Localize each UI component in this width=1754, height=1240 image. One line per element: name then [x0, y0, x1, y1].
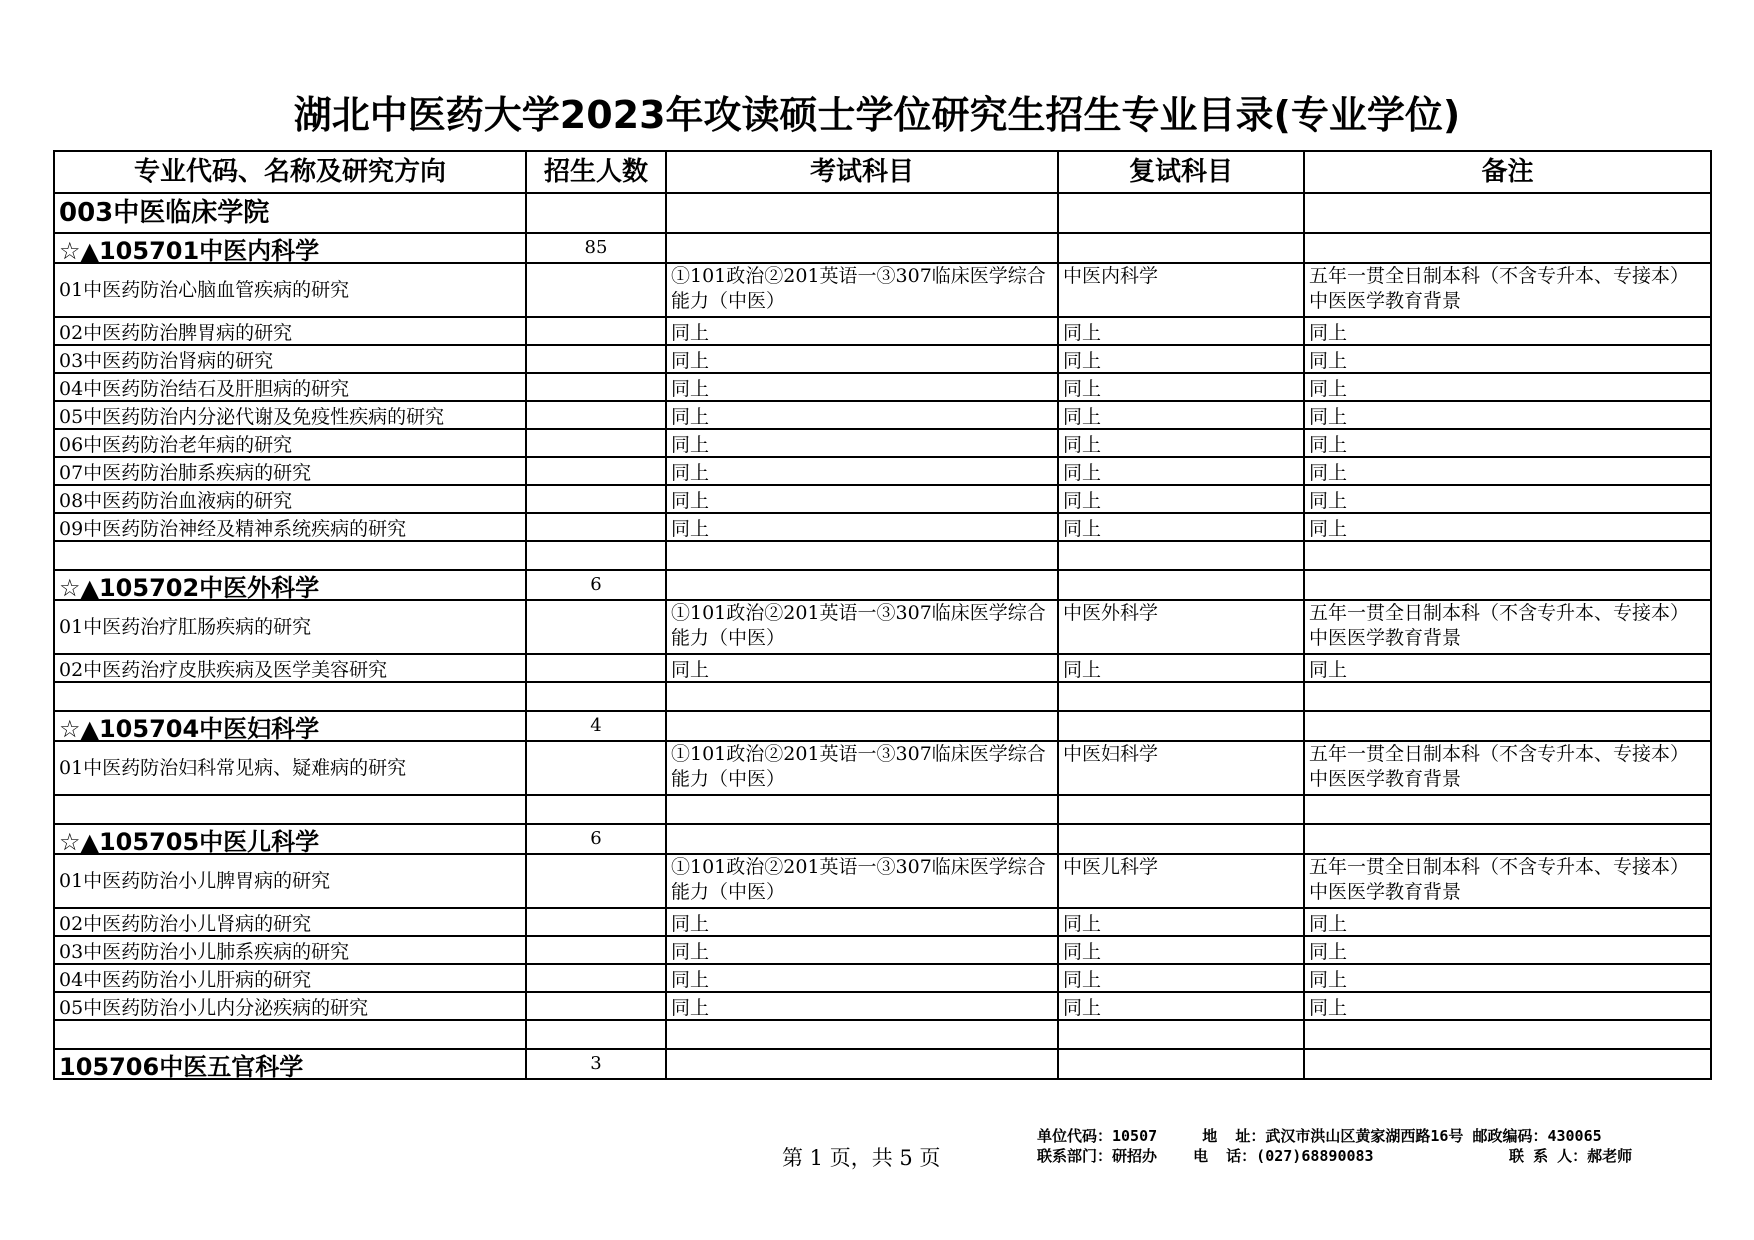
- direction-row: [54, 345, 1711, 373]
- direction-row: [54, 401, 1711, 429]
- major-name: 105706中医五官科学: [54, 1049, 526, 1079]
- note: 五年一贯全日制本科（不含专升本、专接本）中医医学教育背景: [1304, 741, 1711, 795]
- retest-cell: [1058, 1049, 1304, 1079]
- direction-row: [54, 485, 1711, 513]
- direction-row: [54, 600, 1711, 654]
- retest-subject: 同上: [1058, 485, 1304, 513]
- empty-cell: [54, 1020, 526, 1049]
- note-cell: [1304, 824, 1711, 854]
- header-note: 备注: [1304, 151, 1711, 193]
- retest-subject: 同上: [1058, 317, 1304, 345]
- empty-cell: [666, 682, 1058, 711]
- empty-cell: [1058, 795, 1304, 824]
- direction-name: 07中医药防治肺系疾病的研究: [54, 457, 526, 485]
- header-exam: 考试科目: [666, 151, 1058, 193]
- exam-subjects: 同上: [666, 457, 1058, 485]
- count-cell: [526, 741, 666, 795]
- empty-cell: [1304, 795, 1711, 824]
- enrollment-count: 6: [526, 570, 666, 600]
- exam-cell: [666, 570, 1058, 600]
- count-cell: [526, 513, 666, 541]
- empty-cell: [54, 795, 526, 824]
- direction-name: 01中医药治疗肛肠疾病的研究: [54, 600, 526, 654]
- count-cell: [526, 854, 666, 908]
- catalog-table: [53, 150, 1712, 1080]
- count-cell: [526, 600, 666, 654]
- direction-name: 03中医药防治小儿肺系疾病的研究: [54, 936, 526, 964]
- note: 同上: [1304, 654, 1711, 682]
- empty-cell: [54, 541, 526, 570]
- direction-name: 01中医药防治妇科常见病、疑难病的研究: [54, 741, 526, 795]
- direction-name: 05中医药防治内分泌代谢及免疫性疾病的研究: [54, 401, 526, 429]
- empty-cell: [1058, 1020, 1304, 1049]
- note: 同上: [1304, 373, 1711, 401]
- major-name: ☆▲105705中医儿科学: [54, 824, 526, 854]
- exam-cell: [666, 233, 1058, 263]
- empty-cell: [1304, 541, 1711, 570]
- header-major: 专业代码、名称及研究方向: [54, 151, 526, 193]
- direction-name: 05中医药防治小儿内分泌疾病的研究: [54, 992, 526, 1020]
- direction-name: 01中医药防治心脑血管疾病的研究: [54, 263, 526, 317]
- exam-subjects: 同上: [666, 485, 1058, 513]
- exam-cell: [666, 824, 1058, 854]
- note: 同上: [1304, 485, 1711, 513]
- note: 五年一贯全日制本科（不含专升本、专接本）中医医学教育背景: [1304, 263, 1711, 317]
- contact-line-2: 联系部门：研招办 电 话：(027)68890083 联 系 人：郝老师: [1037, 1147, 1633, 1165]
- exam-subjects: ①101政治②201英语一③307临床医学综合能力（中医）: [666, 854, 1058, 908]
- empty-cell: [1304, 682, 1711, 711]
- empty-cell: [1058, 541, 1304, 570]
- retest-cell: [1058, 233, 1304, 263]
- empty-row: [54, 541, 1711, 570]
- major-name: ☆▲105701中医内科学: [54, 233, 526, 263]
- exam-subjects: 同上: [666, 964, 1058, 992]
- direction-name: 04中医药防治小儿肝病的研究: [54, 964, 526, 992]
- retest-subject: 同上: [1058, 908, 1304, 936]
- page-number: 第 1 页，共 5 页: [782, 1146, 941, 1170]
- retest-subject: 中医外科学: [1058, 600, 1304, 654]
- exam-subjects: 同上: [666, 373, 1058, 401]
- exam-subjects: 同上: [666, 429, 1058, 457]
- note: 同上: [1304, 513, 1711, 541]
- note: 同上: [1304, 457, 1711, 485]
- major-row: [54, 233, 1711, 263]
- direction-row: [54, 317, 1711, 345]
- count-cell: [526, 964, 666, 992]
- retest-subject: 同上: [1058, 992, 1304, 1020]
- note: 同上: [1304, 429, 1711, 457]
- exam-subjects: 同上: [666, 936, 1058, 964]
- retest-subject: 中医内科学: [1058, 263, 1304, 317]
- retest-subject: 同上: [1058, 654, 1304, 682]
- direction-name: 03中医药防治肾病的研究: [54, 345, 526, 373]
- major-name: ☆▲105704中医妇科学: [54, 711, 526, 741]
- direction-name: 06中医药防治老年病的研究: [54, 429, 526, 457]
- note: 五年一贯全日制本科（不含专升本、专接本）中医医学教育背景: [1304, 854, 1711, 908]
- exam-subjects: ①101政治②201英语一③307临床医学综合能力（中医）: [666, 263, 1058, 317]
- major-row: [54, 570, 1711, 600]
- count-cell: [526, 401, 666, 429]
- note: 同上: [1304, 992, 1711, 1020]
- retest-cell: [1058, 570, 1304, 600]
- major-row: [54, 824, 1711, 854]
- exam-subjects: 同上: [666, 345, 1058, 373]
- direction-name: 08中医药防治血液病的研究: [54, 485, 526, 513]
- exam-subjects: 同上: [666, 992, 1058, 1020]
- retest-subject: 同上: [1058, 964, 1304, 992]
- exam-subjects: 同上: [666, 908, 1058, 936]
- direction-row: [54, 992, 1711, 1020]
- exam-subjects: 同上: [666, 401, 1058, 429]
- header-retest: 复试科目: [1058, 151, 1304, 193]
- exam-cell: [666, 711, 1058, 741]
- exam-subjects: ①101政治②201英语一③307临床医学综合能力（中医）: [666, 741, 1058, 795]
- enrollment-count: 85: [526, 233, 666, 263]
- note: 同上: [1304, 345, 1711, 373]
- direction-row: [54, 263, 1711, 317]
- empty-cell: [526, 795, 666, 824]
- major-row: [54, 711, 1711, 741]
- exam-subjects: 同上: [666, 317, 1058, 345]
- count-cell: [526, 457, 666, 485]
- page-title: 湖北中医药大学2023年攻读硕士学位研究生招生专业目录(专业学位): [293, 93, 1461, 137]
- note: 同上: [1304, 401, 1711, 429]
- note: 五年一贯全日制本科（不含专升本、专接本）中医医学教育背景: [1304, 600, 1711, 654]
- empty-cell: [1058, 682, 1304, 711]
- major-name: ☆▲105702中医外科学: [54, 570, 526, 600]
- retest-subject: 同上: [1058, 457, 1304, 485]
- empty-row: [54, 1020, 1711, 1049]
- retest-subject: 同上: [1058, 936, 1304, 964]
- contact-line-1: 单位代码：10507 地 址：武汉市洪山区黄家湖西路16号 邮政编码：430065: [1037, 1127, 1602, 1145]
- empty-cell: [1304, 1020, 1711, 1049]
- retest-subject: 中医妇科学: [1058, 741, 1304, 795]
- count-cell: [526, 908, 666, 936]
- note-cell: [1304, 570, 1711, 600]
- retest-subject: 同上: [1058, 373, 1304, 401]
- direction-row: [54, 513, 1711, 541]
- count-cell: [526, 485, 666, 513]
- header-count: 招生人数: [526, 151, 666, 193]
- contact-info: [1037, 1126, 1632, 1166]
- exam-subjects: 同上: [666, 513, 1058, 541]
- direction-name: 02中医药治疗皮肤疾病及医学美容研究: [54, 654, 526, 682]
- note: 同上: [1304, 936, 1711, 964]
- note: 同上: [1304, 317, 1711, 345]
- direction-name: 09中医药防治神经及精神系统疾病的研究: [54, 513, 526, 541]
- empty-cell: [666, 795, 1058, 824]
- count-cell: [526, 429, 666, 457]
- count-cell: [526, 654, 666, 682]
- empty-cell: [526, 1020, 666, 1049]
- major-row: [54, 1049, 1711, 1079]
- retest-cell: [1058, 711, 1304, 741]
- direction-row: [54, 854, 1711, 908]
- empty-cell: [666, 541, 1058, 570]
- direction-row: [54, 457, 1711, 485]
- retest-subject: 同上: [1058, 513, 1304, 541]
- retest-subject: 同上: [1058, 401, 1304, 429]
- exam-subjects: 同上: [666, 654, 1058, 682]
- empty-cell: [666, 1020, 1058, 1049]
- count-cell: [526, 345, 666, 373]
- retest-cell: [1058, 824, 1304, 854]
- count-cell: [526, 992, 666, 1020]
- note: 同上: [1304, 964, 1711, 992]
- direction-name: 02中医药防治脾胃病的研究: [54, 317, 526, 345]
- department-row: [54, 193, 1711, 233]
- empty-row: [54, 682, 1711, 711]
- retest-subject: 中医儿科学: [1058, 854, 1304, 908]
- count-cell: [526, 373, 666, 401]
- enrollment-count: 3: [526, 1049, 666, 1079]
- direction-row: [54, 908, 1711, 936]
- direction-row: [54, 741, 1711, 795]
- direction-name: 02中医药防治小儿肾病的研究: [54, 908, 526, 936]
- direction-row: [54, 429, 1711, 457]
- count-cell: [526, 936, 666, 964]
- exam-subjects: ①101政治②201英语一③307临床医学综合能力（中医）: [666, 600, 1058, 654]
- direction-row: [54, 936, 1711, 964]
- note-cell: [1304, 1049, 1711, 1079]
- enrollment-count: 6: [526, 824, 666, 854]
- note-cell: [1304, 711, 1711, 741]
- note: 同上: [1304, 908, 1711, 936]
- direction-row: [54, 964, 1711, 992]
- empty-cell: [526, 682, 666, 711]
- empty-row: [54, 795, 1711, 824]
- enrollment-count: 4: [526, 711, 666, 741]
- table-header: [54, 151, 1711, 193]
- count-cell: [526, 263, 666, 317]
- exam-cell: [666, 1049, 1058, 1079]
- department-name: 003中医临床学院: [54, 193, 526, 233]
- retest-subject: 同上: [1058, 429, 1304, 457]
- direction-name: 04中医药防治结石及肝胆病的研究: [54, 373, 526, 401]
- empty-cell: [54, 682, 526, 711]
- direction-row: [54, 373, 1711, 401]
- count-cell: [526, 317, 666, 345]
- retest-subject: 同上: [1058, 345, 1304, 373]
- note-cell: [1304, 233, 1711, 263]
- direction-row: [54, 654, 1711, 682]
- direction-name: 01中医药防治小儿脾胃病的研究: [54, 854, 526, 908]
- empty-cell: [526, 541, 666, 570]
